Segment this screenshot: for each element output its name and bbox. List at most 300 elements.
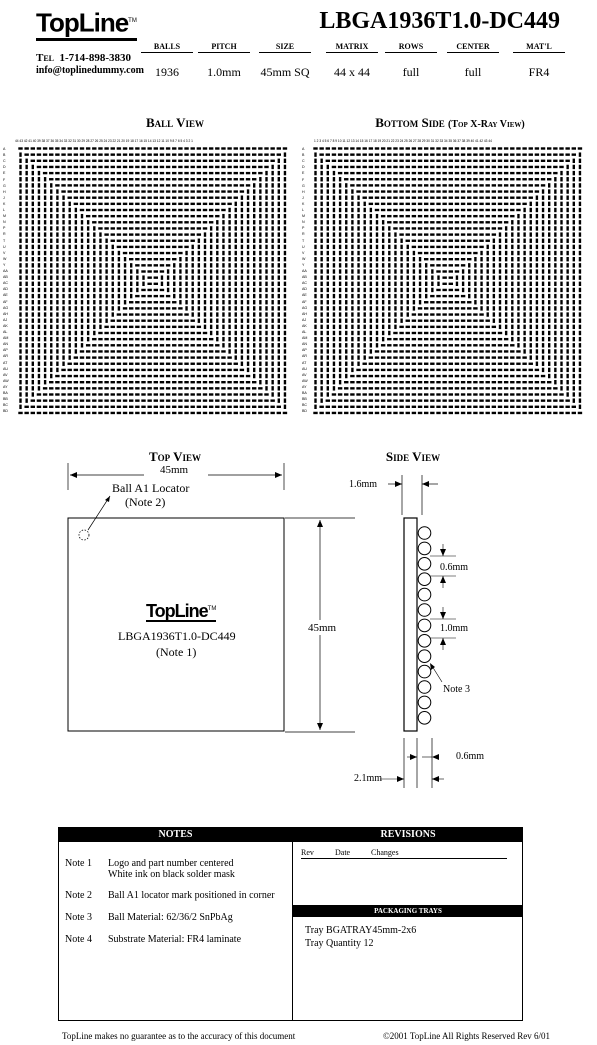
ball-pad bbox=[370, 300, 372, 304]
ball-pad bbox=[98, 160, 102, 162]
ball-pad bbox=[184, 227, 188, 229]
ball-pad bbox=[56, 251, 58, 255]
ball-pad bbox=[418, 166, 422, 168]
ball-pad bbox=[442, 184, 446, 186]
ball-pad bbox=[400, 275, 402, 279]
ball-pad bbox=[333, 319, 335, 323]
changes-column: Changes bbox=[371, 848, 399, 857]
ball-pad bbox=[69, 319, 71, 323]
ball-pad bbox=[498, 172, 502, 174]
ball-pad bbox=[105, 306, 107, 310]
ball-pad bbox=[135, 233, 139, 235]
ball-pad bbox=[406, 350, 410, 352]
ball-pad bbox=[387, 393, 391, 395]
ball-pad bbox=[210, 306, 212, 310]
ball-pad bbox=[141, 289, 145, 291]
row-label: AL bbox=[302, 330, 307, 334]
ball-pad bbox=[511, 251, 513, 255]
ball-pad bbox=[351, 331, 353, 335]
ball-pad bbox=[548, 368, 550, 372]
ball-pad bbox=[364, 337, 366, 341]
ball-pad bbox=[117, 406, 121, 408]
ball-pad bbox=[117, 369, 121, 371]
ball-pad bbox=[400, 245, 402, 249]
ball-pad bbox=[50, 300, 52, 304]
ball-pad bbox=[455, 172, 459, 174]
ball-pad bbox=[98, 178, 102, 180]
ball-pad bbox=[74, 393, 78, 395]
ball-pad bbox=[424, 301, 428, 303]
ball-pad bbox=[364, 312, 366, 316]
ball-pad bbox=[542, 349, 544, 353]
ball-pad bbox=[50, 183, 52, 187]
ball-pad bbox=[535, 160, 539, 162]
ball-pad bbox=[93, 251, 95, 255]
spec-label: BALLS bbox=[141, 42, 193, 53]
ball-pad bbox=[548, 294, 550, 298]
ball-pad bbox=[357, 220, 359, 224]
ball-pad bbox=[197, 399, 201, 401]
ball-pad bbox=[129, 381, 133, 383]
ball-pad bbox=[173, 294, 175, 298]
ball-pad bbox=[529, 153, 533, 155]
ball-pad bbox=[209, 197, 213, 199]
ball-pad bbox=[387, 381, 391, 383]
ball-pad bbox=[278, 189, 280, 193]
ball-pad bbox=[579, 189, 581, 193]
ball-pad bbox=[278, 355, 280, 359]
ball-pad bbox=[117, 375, 121, 377]
ball-pad bbox=[259, 362, 261, 366]
ball-pad bbox=[50, 374, 52, 378]
ball-pad bbox=[424, 227, 428, 229]
ball-pad bbox=[486, 153, 490, 155]
ball-pad bbox=[92, 147, 96, 149]
ball-pad bbox=[566, 306, 568, 310]
ball-pad bbox=[442, 399, 446, 401]
ball-pad bbox=[209, 375, 213, 377]
ball-pad bbox=[44, 306, 46, 310]
ball-pad bbox=[38, 331, 40, 335]
ball-pad bbox=[271, 368, 273, 372]
ball-pad bbox=[487, 257, 489, 261]
spec-value: full bbox=[402, 65, 420, 79]
ball-pad bbox=[178, 160, 182, 162]
ball-pad bbox=[449, 313, 453, 315]
ball-pad bbox=[424, 209, 428, 211]
ball-pad bbox=[376, 239, 378, 243]
ball-pad bbox=[530, 319, 532, 323]
ball-pad bbox=[560, 282, 562, 286]
ball-pad bbox=[399, 399, 403, 401]
ball-pad bbox=[74, 178, 78, 180]
ball-pad bbox=[49, 412, 53, 414]
ball-pad bbox=[461, 190, 465, 192]
ball-pad bbox=[160, 307, 164, 309]
ball-pad bbox=[542, 208, 544, 212]
ball-pad bbox=[203, 393, 207, 395]
ball-pad bbox=[332, 153, 336, 155]
ball-pad bbox=[50, 269, 52, 273]
ball-pad bbox=[191, 233, 195, 235]
ball-pad bbox=[271, 282, 273, 286]
ball-pad bbox=[241, 275, 243, 279]
ball-pad bbox=[32, 362, 34, 366]
ball-pad bbox=[455, 289, 459, 291]
ball-pad bbox=[326, 412, 330, 414]
ball-pad bbox=[222, 232, 224, 236]
ball-pad bbox=[284, 232, 286, 236]
ball-pad bbox=[535, 369, 539, 371]
ball-pad bbox=[382, 294, 384, 298]
ball-pad bbox=[74, 406, 78, 408]
ball-pad bbox=[44, 343, 46, 347]
ball-pad bbox=[468, 269, 470, 273]
ball-pad bbox=[333, 189, 335, 193]
ball-pad bbox=[69, 263, 71, 267]
ball-pad bbox=[363, 166, 367, 168]
ball-pad bbox=[203, 381, 207, 383]
ball-pad bbox=[50, 306, 52, 310]
ball-pad bbox=[529, 166, 533, 168]
ball-pad bbox=[541, 399, 545, 401]
ball-pad bbox=[333, 269, 335, 273]
ball-pad bbox=[345, 257, 347, 261]
ball-pad bbox=[111, 227, 115, 229]
ball-pad bbox=[357, 300, 359, 304]
ball-pad bbox=[461, 178, 465, 180]
ball-pad bbox=[264, 160, 268, 162]
ball-pad bbox=[566, 374, 568, 378]
ball-pad bbox=[579, 214, 581, 218]
ball-pad bbox=[382, 226, 384, 230]
ball-pad bbox=[87, 220, 89, 224]
ball-pad bbox=[424, 166, 428, 168]
ball-pad bbox=[339, 325, 341, 329]
ball-pad bbox=[467, 381, 471, 383]
ball-pad bbox=[81, 337, 83, 341]
ball-pad bbox=[172, 233, 176, 235]
ball-pad bbox=[504, 399, 508, 401]
ball-pad bbox=[166, 393, 170, 395]
ball-pad bbox=[344, 393, 348, 395]
ball-pad bbox=[92, 221, 96, 223]
ball-pad bbox=[394, 319, 396, 323]
ball-pad bbox=[364, 355, 366, 359]
ball-pad bbox=[467, 344, 471, 346]
ball-pad bbox=[198, 312, 200, 316]
ball-pad bbox=[154, 363, 158, 365]
ball-pad bbox=[197, 375, 201, 377]
ball-pad bbox=[284, 208, 286, 212]
ball-pad bbox=[154, 166, 158, 168]
ball-pad bbox=[241, 288, 243, 292]
row-label: AL bbox=[3, 330, 8, 334]
ball-pad bbox=[369, 399, 373, 401]
ball-pad bbox=[209, 190, 213, 192]
ball-pad bbox=[241, 251, 243, 255]
ball-pad bbox=[467, 233, 471, 235]
ball-pad bbox=[215, 375, 219, 377]
ball-pad bbox=[333, 306, 335, 310]
ball-pad bbox=[166, 387, 170, 389]
ball-pad bbox=[479, 320, 483, 322]
ball-pad bbox=[573, 312, 575, 316]
ball-pad bbox=[117, 338, 121, 340]
ball-pad bbox=[559, 406, 563, 408]
ball-pad bbox=[492, 233, 496, 235]
ball-pad bbox=[320, 398, 322, 402]
ball-pad bbox=[129, 320, 133, 322]
ball-pad bbox=[554, 214, 556, 218]
ball-pad bbox=[172, 313, 176, 315]
ball-pad bbox=[345, 275, 347, 279]
ball-pad bbox=[167, 282, 169, 286]
ball-pad bbox=[522, 356, 526, 358]
ball-pad bbox=[56, 202, 58, 206]
ball-pad bbox=[130, 263, 132, 267]
ball-pad bbox=[147, 307, 151, 309]
ball-pad bbox=[333, 349, 335, 353]
ball-pad bbox=[49, 178, 53, 180]
ball-pad bbox=[314, 288, 316, 292]
row-label: AB bbox=[3, 275, 8, 280]
ball-pad bbox=[253, 202, 255, 206]
ball-pad bbox=[492, 332, 496, 334]
ball-pad bbox=[105, 257, 107, 261]
ball-pad bbox=[364, 331, 366, 335]
ball-pad bbox=[265, 368, 267, 372]
ball-pad bbox=[449, 276, 453, 278]
ball-pad bbox=[38, 325, 40, 329]
ball-pad bbox=[332, 412, 336, 414]
ball-pad bbox=[517, 282, 519, 286]
ball-pad bbox=[111, 326, 115, 328]
ball-pad bbox=[548, 239, 550, 243]
ball-pad bbox=[412, 350, 416, 352]
ball-pad bbox=[258, 160, 262, 162]
ball-pad bbox=[381, 215, 385, 217]
ball-pad bbox=[319, 406, 323, 408]
ball-pad bbox=[284, 226, 286, 230]
ball-pad bbox=[547, 406, 551, 408]
ball-pad bbox=[80, 356, 84, 358]
ball-pad bbox=[320, 226, 322, 230]
ball-pad bbox=[314, 245, 316, 249]
ball-pad bbox=[388, 232, 390, 236]
ball-pad bbox=[339, 380, 341, 384]
ball-pad bbox=[351, 269, 353, 273]
ball-pad bbox=[492, 326, 496, 328]
ball-pad bbox=[209, 153, 213, 155]
ball-pad bbox=[86, 215, 90, 217]
ball-pad bbox=[252, 153, 256, 155]
ball-pad bbox=[61, 406, 65, 408]
ball-pad bbox=[112, 282, 114, 286]
ball-pad bbox=[393, 215, 397, 217]
ball-pad bbox=[216, 251, 218, 255]
ball-pad bbox=[382, 232, 384, 236]
ball-pad bbox=[418, 190, 422, 192]
ball-pad bbox=[55, 412, 59, 414]
row-label: M bbox=[302, 214, 305, 219]
ball-pad bbox=[474, 288, 476, 292]
ball-pad bbox=[271, 306, 273, 310]
ball-pad bbox=[356, 178, 360, 180]
ball-pad bbox=[105, 312, 107, 316]
ball-pad bbox=[468, 263, 470, 267]
ball-pad bbox=[407, 288, 409, 292]
ball-pad bbox=[566, 220, 568, 224]
ball-pad bbox=[314, 177, 316, 181]
ball-pad bbox=[345, 251, 347, 255]
ball-pad bbox=[123, 190, 127, 192]
ball-pad bbox=[80, 184, 84, 186]
ball-pad bbox=[375, 387, 379, 389]
ball-pad bbox=[111, 147, 115, 149]
ball-pad bbox=[246, 178, 250, 180]
ball-pad bbox=[247, 300, 249, 304]
ball-pad bbox=[160, 203, 164, 205]
ball-pad bbox=[579, 368, 581, 372]
ball-pad bbox=[523, 331, 525, 335]
ball-pad bbox=[553, 172, 557, 174]
ball-pad bbox=[147, 326, 151, 328]
ball-pad bbox=[449, 233, 453, 235]
ball-pad bbox=[339, 214, 341, 218]
ball-pad bbox=[399, 147, 403, 149]
solder-ball bbox=[418, 527, 431, 540]
ball-pad bbox=[400, 300, 402, 304]
ball-pad bbox=[381, 381, 385, 383]
ball-pad bbox=[43, 160, 47, 162]
ball-pad bbox=[554, 294, 556, 298]
row-label: AV bbox=[3, 372, 8, 377]
ball-pad bbox=[467, 227, 471, 229]
ball-pad bbox=[424, 399, 428, 401]
ball-pad bbox=[86, 160, 90, 162]
ball-pad bbox=[314, 319, 316, 323]
ball-pad bbox=[166, 264, 170, 266]
ball-pad bbox=[278, 312, 280, 316]
ball-pad bbox=[87, 269, 89, 273]
ball-pad bbox=[32, 165, 34, 169]
ball-pad bbox=[573, 251, 575, 255]
ball-pad bbox=[241, 312, 243, 316]
ball-pad bbox=[129, 153, 133, 155]
ball-pad bbox=[19, 251, 21, 255]
ball-pad bbox=[227, 166, 231, 168]
ball-pad bbox=[104, 172, 108, 174]
ball-pad bbox=[394, 300, 396, 304]
ball-pad bbox=[399, 344, 403, 346]
ball-pad bbox=[442, 283, 446, 285]
ball-pad bbox=[523, 349, 525, 353]
ball-pad bbox=[320, 355, 322, 359]
ball-pad bbox=[394, 294, 396, 298]
ball-pad bbox=[135, 387, 139, 389]
ball-pad bbox=[265, 362, 267, 366]
ball-pad bbox=[172, 369, 176, 371]
ball-pad bbox=[271, 386, 273, 390]
ball-pad bbox=[333, 294, 335, 298]
ball-pad bbox=[32, 349, 34, 353]
ball-pad bbox=[271, 214, 273, 218]
ball-pad bbox=[418, 246, 422, 248]
ball-pad bbox=[376, 288, 378, 292]
ball-pad bbox=[370, 251, 372, 255]
ball-pad bbox=[388, 239, 390, 243]
ball-pad bbox=[228, 257, 230, 261]
ball-pad bbox=[345, 263, 347, 267]
ball-pad bbox=[492, 190, 496, 192]
ball-pad bbox=[129, 240, 133, 242]
ball-pad bbox=[228, 337, 230, 341]
ball-pad bbox=[504, 369, 508, 371]
row-label: AW bbox=[3, 378, 9, 383]
ball-pad bbox=[339, 368, 341, 372]
ball-pad bbox=[166, 166, 170, 168]
ball-pad bbox=[345, 300, 347, 304]
ball-pad bbox=[253, 220, 255, 224]
ball-pad bbox=[172, 197, 176, 199]
ball-pad bbox=[166, 326, 170, 328]
ball-pad bbox=[147, 215, 151, 217]
ball-pad bbox=[407, 306, 409, 310]
ball-pad bbox=[87, 288, 89, 292]
bottom-view-grid bbox=[313, 146, 585, 416]
ball-pad bbox=[370, 337, 372, 341]
ball-pad bbox=[370, 220, 372, 224]
ball-pad bbox=[99, 239, 101, 243]
ball-pad bbox=[191, 221, 195, 223]
ball-pad bbox=[388, 275, 390, 279]
ball-pad bbox=[449, 381, 453, 383]
ball-pad bbox=[86, 190, 90, 192]
ball-pad bbox=[50, 294, 52, 298]
ball-pad bbox=[247, 306, 249, 310]
ball-pad bbox=[449, 221, 453, 223]
ball-pad bbox=[178, 190, 182, 192]
ball-pad bbox=[19, 232, 21, 236]
ball-pad bbox=[278, 398, 280, 402]
ball-pad bbox=[554, 189, 556, 193]
ball-pad bbox=[382, 337, 384, 341]
ball-pad bbox=[573, 275, 575, 279]
ball-pad bbox=[278, 325, 280, 329]
ball-pad bbox=[412, 178, 416, 180]
ball-pad bbox=[81, 331, 83, 335]
ball-pad bbox=[278, 214, 280, 218]
ball-pad bbox=[19, 374, 21, 378]
ball-pad bbox=[74, 197, 78, 199]
ball-pad bbox=[44, 214, 46, 218]
ball-pad bbox=[418, 203, 422, 205]
ball-pad bbox=[265, 374, 267, 378]
ball-pad bbox=[81, 312, 83, 316]
ball-pad bbox=[393, 369, 397, 371]
ball-pad bbox=[278, 343, 280, 347]
ball-pad bbox=[92, 215, 96, 217]
ball-pad bbox=[529, 363, 533, 365]
ball-pad bbox=[406, 190, 410, 192]
ball-pad bbox=[265, 386, 267, 390]
ball-pad bbox=[75, 337, 77, 341]
ball-pad bbox=[351, 245, 353, 249]
ball-pad bbox=[81, 245, 83, 249]
ball-pad bbox=[284, 331, 286, 335]
ball-pad bbox=[25, 380, 27, 384]
